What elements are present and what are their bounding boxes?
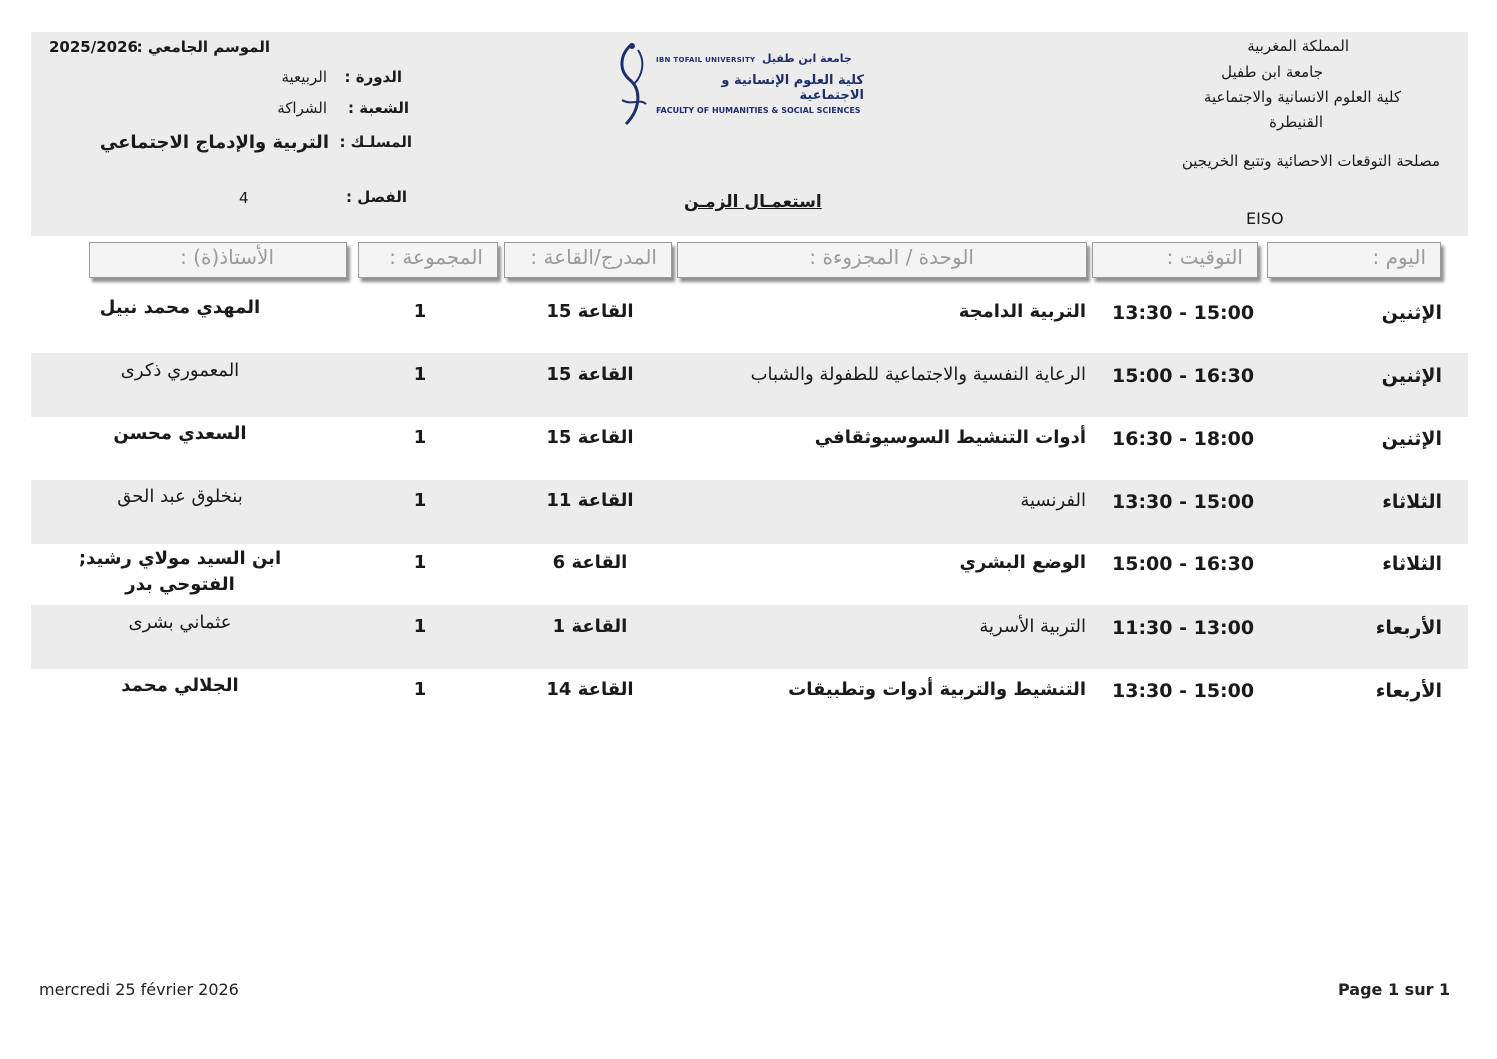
row-room: القاعة 11: [546, 490, 634, 511]
kingdom-label: المملكة المغربية: [1247, 37, 1349, 55]
row-group: 1: [413, 301, 427, 322]
city-label: القنيطرة: [1269, 113, 1323, 131]
row-room: القاعة 14: [546, 679, 634, 700]
row-group: 1: [413, 616, 427, 637]
season-label: الموسم الجامعي :: [136, 38, 270, 56]
row-professor: الجلالي محمد: [121, 675, 239, 696]
row-professor: عثماني بشرى: [128, 612, 232, 633]
row-room: القاعة 1: [552, 616, 628, 637]
row-time: 15:00 - 16:30: [1112, 365, 1255, 387]
track-label: المسلـك :: [339, 133, 412, 151]
col-day: اليوم :: [1267, 242, 1441, 278]
logo-ar-bottom: كلية العلوم الإنسانية و الاجتماعية: [721, 73, 864, 103]
row-time: 16:30 - 18:00: [1112, 428, 1255, 450]
row-day: الإثنين: [1381, 428, 1442, 450]
row-module: التنشيط والتربية أدوات وتطبيقات: [788, 679, 1086, 700]
row-module: الفرنسية: [1020, 490, 1086, 511]
row-group: 1: [413, 679, 427, 700]
row-day: الإثنين: [1381, 302, 1442, 324]
row-professor: المعموري ذكرى: [120, 360, 240, 381]
col-room: المدرج/القاعة :: [504, 242, 672, 278]
eiso-label: EISO: [1246, 209, 1284, 228]
logo-emblem-icon: [612, 40, 652, 132]
row-day: الثلاثاء: [1382, 491, 1442, 513]
row-module: التربية الدامجة: [958, 301, 1086, 322]
semester-label: الفصل :: [346, 188, 407, 206]
faculty-label: كلية العلوم الانسانية والاجتماعية: [1203, 88, 1401, 106]
row-time: 13:30 - 15:00: [1112, 491, 1255, 513]
col-group: المجموعة :: [358, 242, 498, 278]
semester-value: 4: [239, 189, 249, 207]
row-group: 1: [413, 552, 427, 573]
row-group: 1: [413, 490, 427, 511]
university-label: جامعة ابن طفيل: [1221, 63, 1323, 81]
row-professor: المهدي محمد نبيل: [99, 297, 261, 318]
service-label: مصلحة التوقعات الاحصائية وتتبع الخريجين: [1181, 152, 1440, 170]
university-logo: [612, 40, 864, 132]
row-day: الأربعاء: [1375, 680, 1442, 702]
row-module: التربية الأسرية: [979, 616, 1086, 637]
row-day: الإثنين: [1381, 365, 1442, 387]
page-title: استعمـال الزمـن: [684, 192, 822, 212]
logo-en-bottom: FACULTY OF HUMANITIES & SOCIAL SCIENCES: [656, 106, 861, 115]
footer-date: mercredi 25 février 2026: [39, 980, 239, 999]
col-professor: الأستاذ(ة) :: [89, 242, 347, 278]
row-day: الثلاثاء: [1382, 553, 1442, 575]
logo-ar-top: جامعة ابن طفيل: [762, 52, 852, 65]
col-time: التوقيت :: [1092, 242, 1258, 278]
row-room: القاعة 15: [546, 364, 634, 385]
row-professor: ابن السيد مولاي رشيد; الفتوحي بدر: [78, 548, 282, 595]
row-time: 15:00 - 16:30: [1112, 553, 1255, 575]
row-professor: السعدي محسن: [113, 423, 247, 444]
row-module: الوضع البشري: [959, 552, 1086, 573]
row-group: 1: [413, 427, 427, 448]
row-time: 13:30 - 15:00: [1112, 302, 1255, 324]
row-professor: بنخلوق عبد الحق: [117, 486, 243, 507]
col-module: الوحدة / المجزوءة :: [677, 242, 1087, 278]
footer-page: Page 1 sur 1: [1338, 980, 1451, 999]
row-module: أدوات التنشيط السوسيوثقافي: [814, 427, 1086, 448]
row-day: الأربعاء: [1375, 617, 1442, 639]
row-time: 13:30 - 15:00: [1112, 680, 1255, 702]
logo-en-top: IBN TOFAIL UNIVERSITY: [656, 56, 756, 64]
season-value: 2025/2026: [49, 38, 138, 56]
session-value: الربيعية: [281, 68, 327, 86]
row-room: القاعة 15: [546, 301, 634, 322]
track-value: التربية والإدماج الاجتماعي: [99, 132, 329, 153]
row-group: 1: [413, 364, 427, 385]
row-room: القاعة 15: [546, 427, 634, 448]
row-time: 11:30 - 13:00: [1112, 617, 1255, 639]
row-room: القاعة 6: [552, 552, 628, 573]
branch-value: الشراكة: [277, 99, 327, 117]
branch-label: الشعبة :: [348, 99, 409, 117]
session-label: الدورة :: [344, 68, 402, 86]
row-module: الرعاية النفسية والاجتماعية للطفولة والشباب: [750, 364, 1086, 385]
